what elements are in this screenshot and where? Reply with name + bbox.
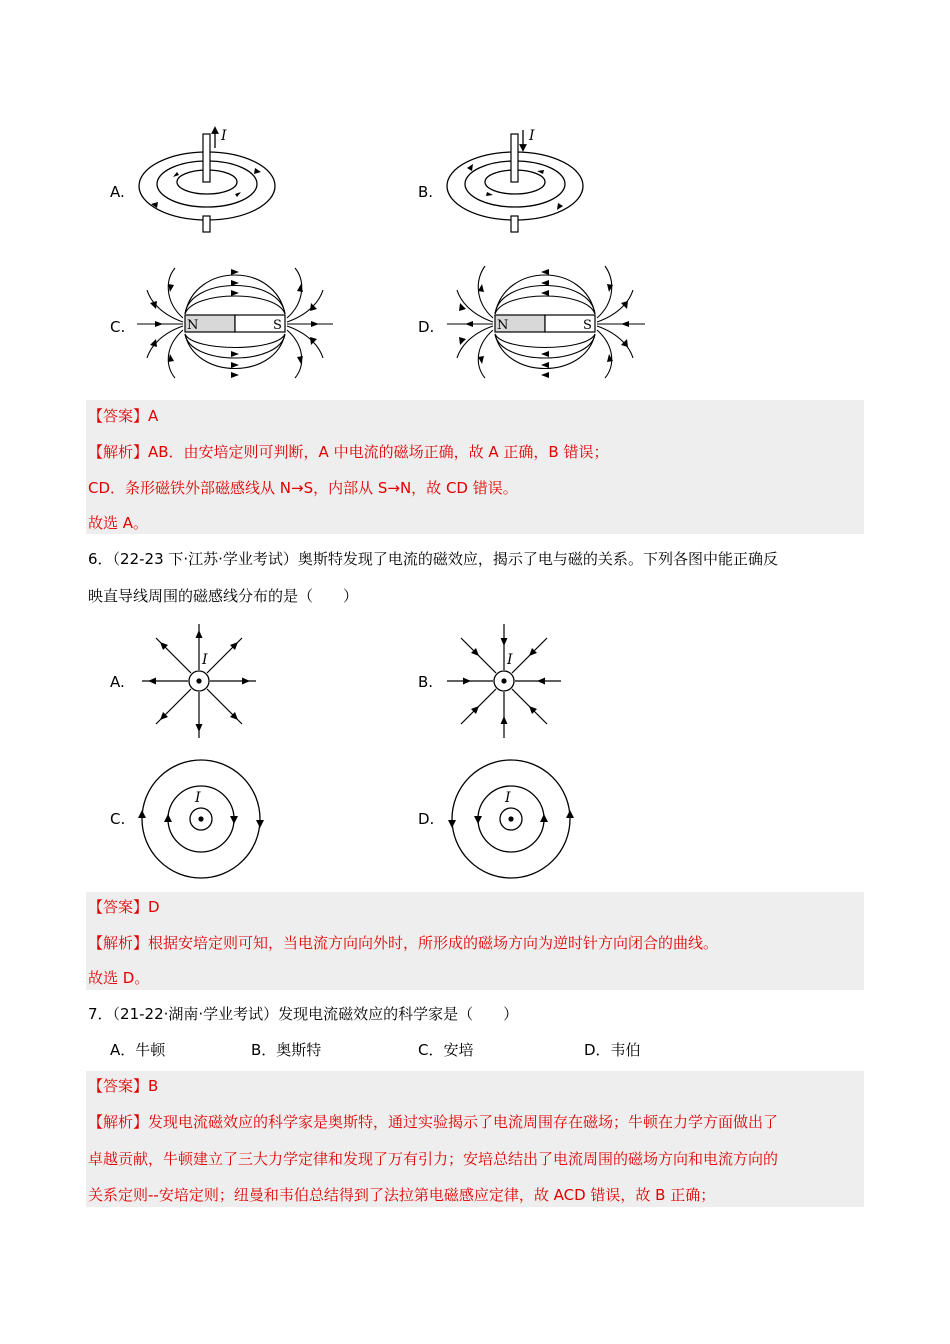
q5-south-label-d: S: [583, 318, 592, 333]
q7-option-b: B．奥斯特: [251, 1041, 322, 1059]
q6-option-d-label: D.: [418, 810, 435, 828]
q5-figure-d: [445, 262, 650, 380]
q5-south-label-c: S: [273, 318, 282, 333]
q7-stem: 7．（21-22·湖南·学业考试）发现电流磁效应的科学家是（ ）: [88, 1005, 519, 1023]
q5-option-b-label: B.: [418, 183, 434, 201]
q6-option-a-label: A.: [110, 673, 125, 691]
q7-analysis-line-2: 卓越贡献，牛顿建立了三大力学定律和发现了万有引力；安培总结出了电流周围的磁场方向和电流方向的: [88, 1150, 779, 1168]
q5-answer: 【答案】A: [88, 407, 159, 425]
q6-stem-line-2: 映直导线周围的磁感线分布的是（ ）: [88, 587, 359, 605]
q5-current-label-b: I: [529, 128, 535, 144]
q6-current-label-d: I: [505, 790, 511, 806]
q6-current-label-a: I: [202, 652, 208, 668]
q5-option-c-label: C.: [110, 318, 126, 336]
q6-stem-line-1: 6．（22-23 下·江苏·学业考试）奥斯特发现了电流的磁效应，揭示了电与磁的关系。下列各图中能正确反: [88, 550, 778, 568]
q5-figure-c: [135, 262, 335, 380]
q6-analysis-line-2: 故选 D。: [88, 969, 150, 987]
q5-analysis-line-3: 故选 A。: [88, 514, 149, 532]
q5-north-label-d: N: [497, 318, 509, 333]
q6-figure-a: [140, 622, 258, 740]
q6-current-label-b: I: [507, 652, 513, 668]
q5-north-label-c: N: [187, 318, 199, 333]
q6-answer: 【答案】D: [88, 898, 160, 916]
q7-answer-box: [86, 1071, 864, 1207]
q6-figure-c: [140, 758, 262, 880]
q6-figure-b: [445, 622, 563, 740]
q6-option-b-label: B.: [418, 673, 434, 691]
q7-analysis-line-3: 关系定则--安培定则；纽曼和韦伯总结得到了法拉第电磁感应定律，故 ACD 错误，故 B 正确；: [88, 1186, 716, 1204]
q6-answer-box: [86, 892, 864, 990]
q5-figure-b: [443, 128, 593, 234]
q7-option-a: A．牛顿: [110, 1041, 166, 1059]
q7-option-c: C．安培: [418, 1041, 474, 1059]
q7-option-d: D．韦伯: [584, 1041, 641, 1059]
q5-option-d-label: D.: [418, 318, 435, 336]
q5-analysis-line-2: CD．条形磁铁外部磁感线从 N→S，内部从 S→N，故 CD 错误。: [88, 479, 518, 497]
q7-analysis-line-1: 【解析】发现电流磁效应的科学家是奥斯特，通过实验揭示了电流周围存在磁场；牛顿在力学方面做出了: [88, 1113, 779, 1131]
q6-current-label-c: I: [195, 790, 201, 806]
q6-figure-d: [450, 758, 572, 880]
q7-answer: 【答案】B: [88, 1077, 159, 1095]
q5-answer-box: [86, 400, 864, 534]
q6-option-c-label: C.: [110, 810, 126, 828]
q5-figure-a: [135, 128, 285, 234]
q5-analysis-line-1: 【解析】AB．由安培定则可判断，A 中电流的磁场正确，故 A 正确，B 错误；: [88, 443, 609, 461]
q5-option-a-label: A.: [110, 183, 125, 201]
q5-current-label-a: I: [221, 128, 227, 144]
q6-analysis-line-1: 【解析】根据安培定则可知，当电流方向向外时，所形成的磁场方向为逆时针方向闭合的曲线。: [88, 934, 719, 952]
